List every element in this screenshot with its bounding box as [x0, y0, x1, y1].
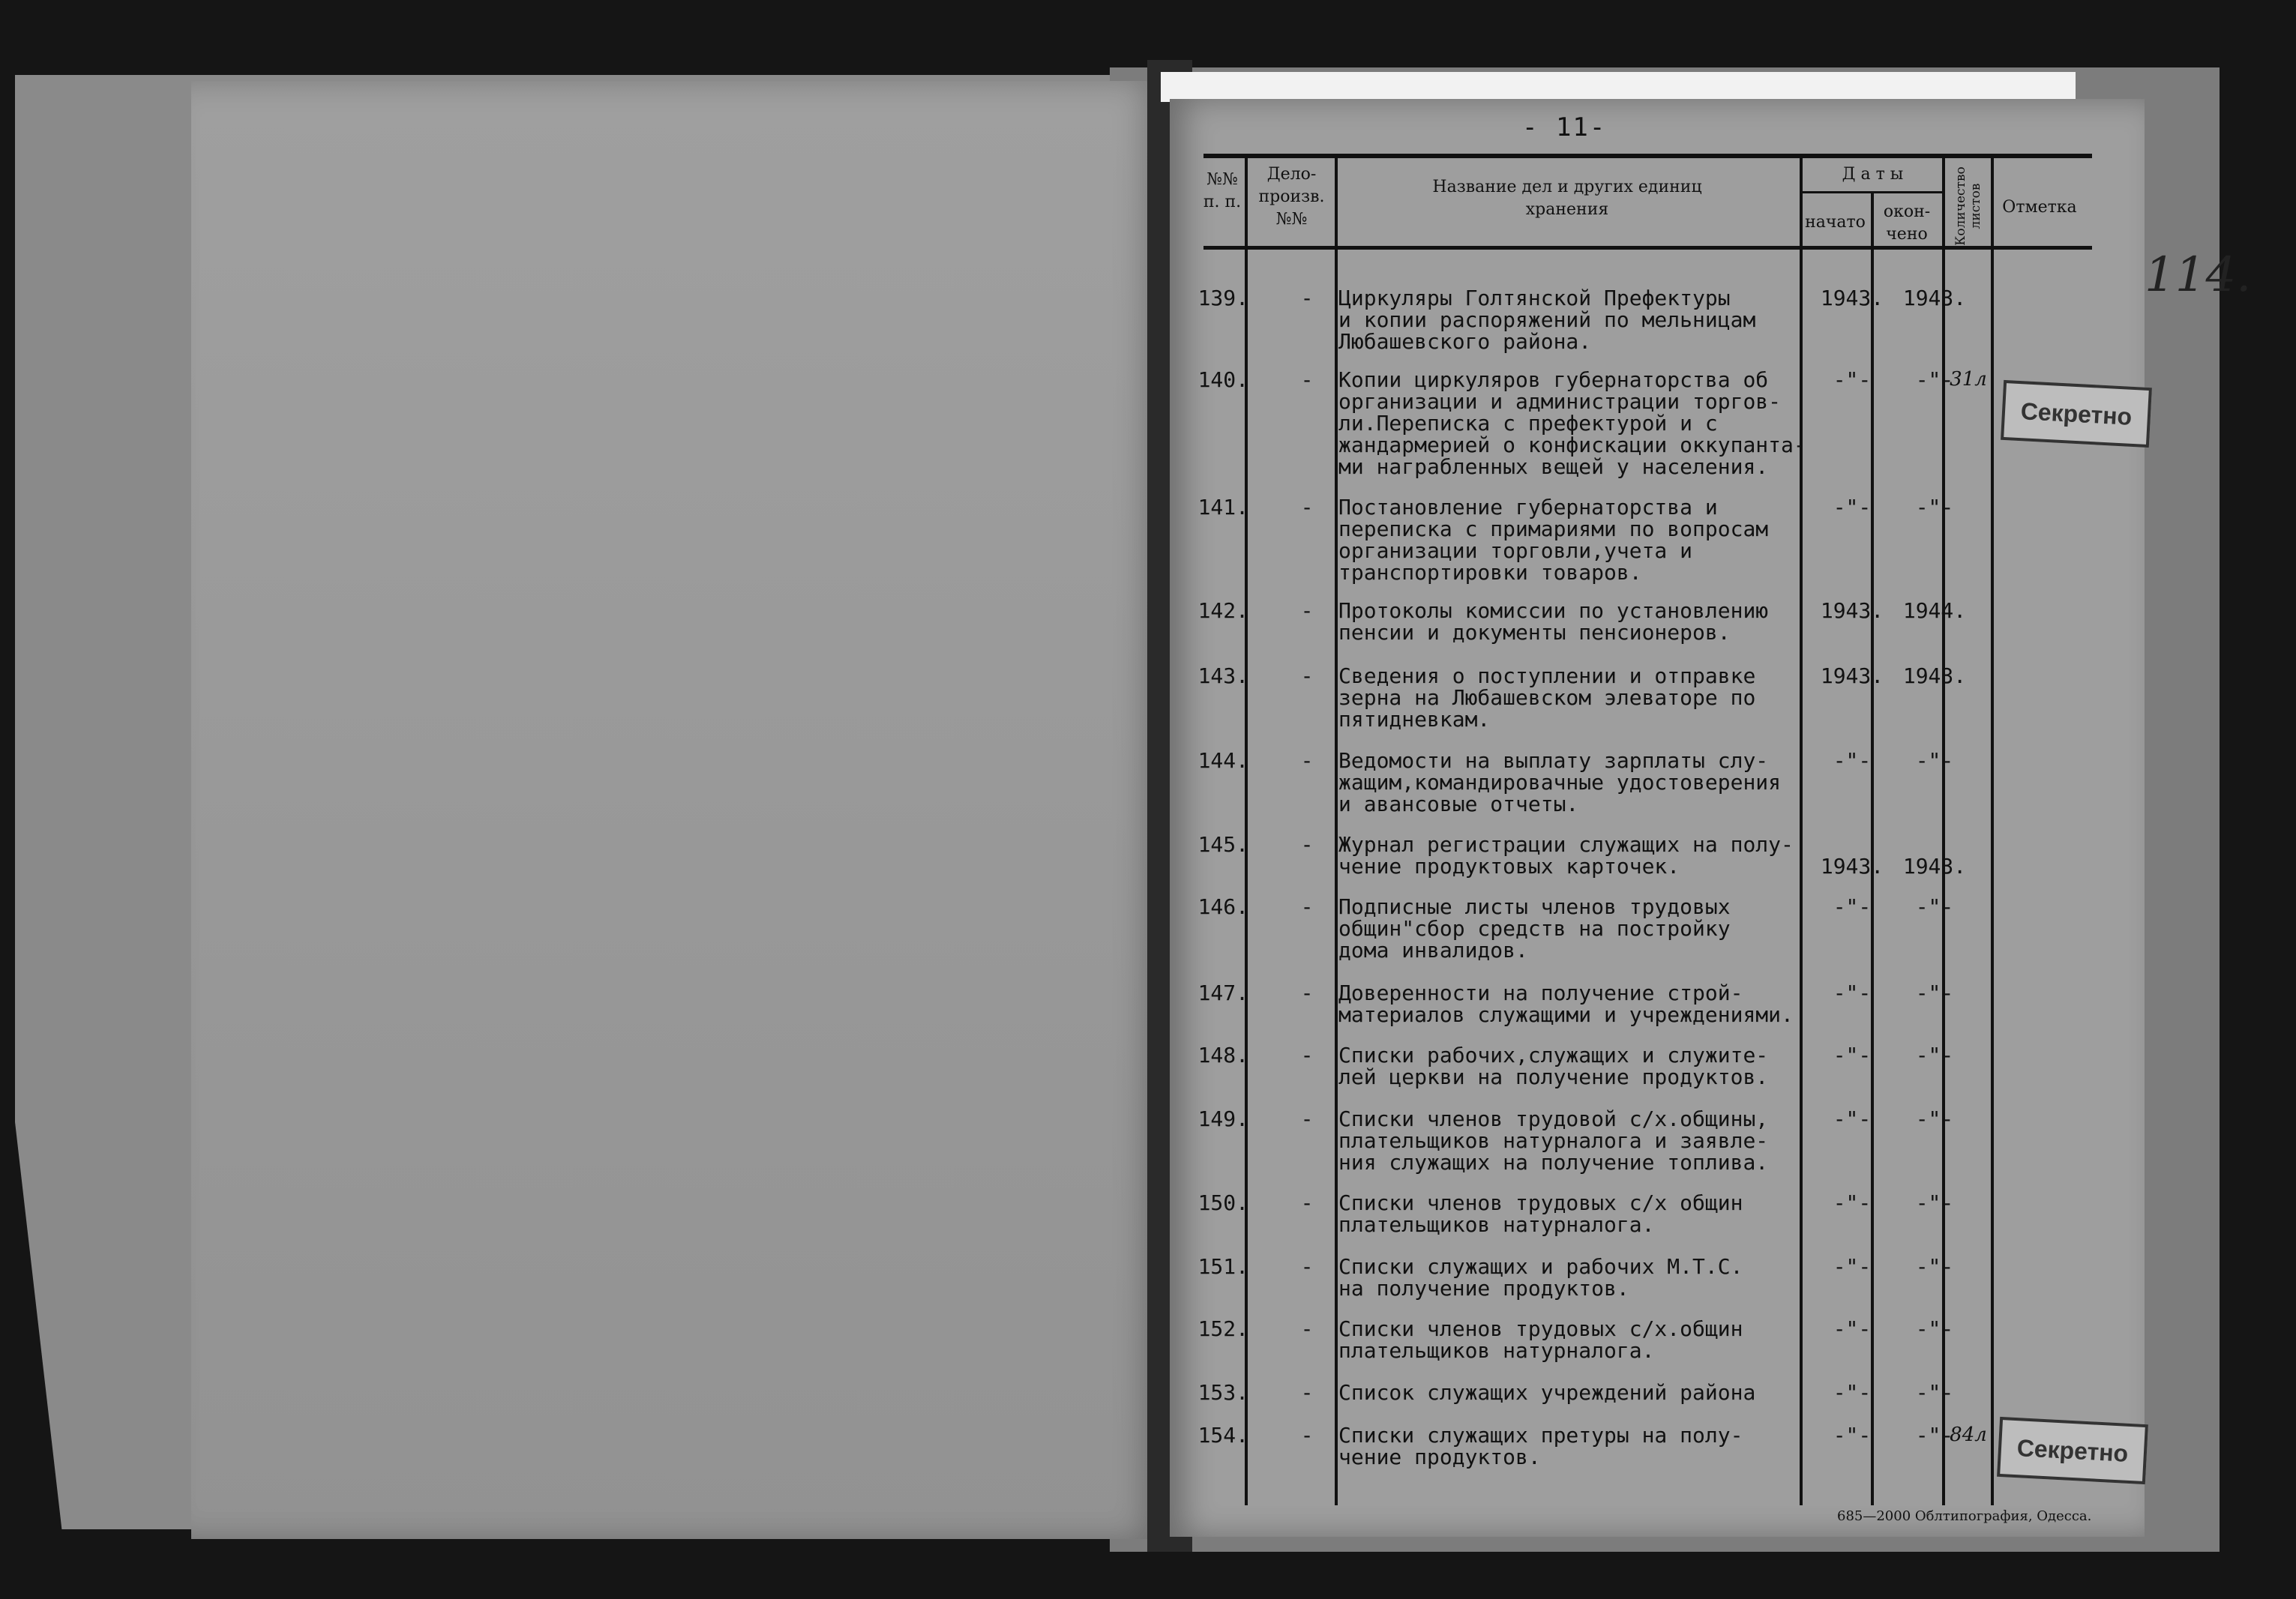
- secret-stamp: Секретно: [1997, 1417, 2148, 1484]
- row-title: Циркуляры Голтянской Префектуры и копии распоряжений по мельницам Любашевского района.: [1338, 286, 1756, 354]
- row-number: 151.: [1197, 1254, 1248, 1279]
- column-rule-sheets: [1991, 156, 1994, 1505]
- row-title: Сведения о поступлении и отправке зерна на Любашевском элеваторе по пятидневкам.: [1338, 663, 1756, 732]
- row-number: 140.: [1197, 367, 1248, 392]
- row-title: Журнал регистрации служащих на полу- чение продуктовых карточек.: [1338, 832, 1794, 879]
- row-title: Списки членов трудовых с/х общин плательщиков натурналога.: [1338, 1190, 1743, 1237]
- header-start: начато: [1805, 213, 1866, 232]
- row-date-start: -"-: [1833, 1043, 1872, 1067]
- row-number: 146.: [1197, 894, 1248, 919]
- row-title: Список служащих учреждений района: [1338, 1380, 1756, 1405]
- row-sheets: 31л: [1950, 368, 1987, 391]
- row-number: 147.: [1197, 981, 1248, 1005]
- row-title: Списки членов трудовых с/х.общин плательщиков натурналога.: [1338, 1316, 1743, 1363]
- row-case-number: -: [1300, 367, 1314, 392]
- header-mark: Отметка: [2002, 198, 2077, 217]
- header-dates: Д а т ы: [1842, 165, 1904, 184]
- header-num: №№ п. п.: [1203, 170, 1242, 211]
- row-date-start: -"-: [1833, 894, 1872, 919]
- row-case-number: -: [1300, 663, 1314, 688]
- margin-handwritten-note: 114.: [2145, 247, 2252, 303]
- row-date-start: -"-: [1833, 981, 1872, 1005]
- left-page-blank: [191, 81, 1166, 1539]
- row-number: 139.: [1197, 286, 1248, 310]
- row-date-end: -"-: [1915, 1380, 1954, 1405]
- row-number: 148.: [1197, 1043, 1248, 1067]
- row-date-end: 1943.: [1902, 663, 1967, 688]
- row-date-start: -"-: [1833, 748, 1872, 773]
- row-case-number: -: [1300, 1316, 1314, 1341]
- row-title: Доверенности на получение строй- материалов служащими и учреждениями.: [1338, 981, 1794, 1027]
- row-number: 143.: [1197, 663, 1248, 688]
- row-date-end: -"-: [1915, 748, 1954, 773]
- row-title: Постановление губернаторства и переписка с примариями по вопросам организации торговли,учета и транспортировки товаров.: [1338, 495, 1769, 585]
- row-number: 152.: [1197, 1316, 1248, 1341]
- row-date-end: -"-: [1915, 1254, 1954, 1279]
- row-case-number: -: [1300, 1423, 1314, 1448]
- row-date-start: 1943.: [1820, 286, 1884, 310]
- row-date-start: -"-: [1833, 1316, 1872, 1341]
- row-title: Списки рабочих,служащих и служите- лей церкви на получение продуктов.: [1338, 1043, 1769, 1089]
- row-case-number: -: [1300, 894, 1314, 919]
- row-date-start: -"-: [1833, 367, 1872, 392]
- row-title: Списки служащих и рабочих М.Т.С. на получение продуктов.: [1338, 1254, 1743, 1301]
- row-date-end: 1944.: [1902, 598, 1967, 623]
- row-number: 144.: [1197, 748, 1248, 773]
- row-date-end: 1943.: [1902, 854, 1967, 879]
- secret-stamp: Секретно: [2001, 380, 2152, 448]
- row-date-start: 1943.: [1820, 854, 1884, 879]
- row-date-end: 1943.: [1902, 286, 1967, 310]
- row-date-end: -"-: [1915, 495, 1954, 520]
- row-date-start: -"-: [1833, 1254, 1872, 1279]
- row-number: 154.: [1197, 1423, 1248, 1448]
- row-date-end: -"-: [1915, 1106, 1954, 1131]
- page-fold: [191, 81, 1166, 1539]
- row-case-number: -: [1300, 598, 1314, 623]
- row-date-end: -"-: [1915, 367, 1954, 392]
- row-date-end: -"-: [1915, 981, 1954, 1005]
- row-date-end: -"-: [1915, 1190, 1954, 1215]
- row-date-start: -"-: [1833, 1423, 1872, 1448]
- page-number: - 11-: [1522, 112, 1607, 142]
- row-number: 149.: [1197, 1106, 1248, 1131]
- row-date-start: -"-: [1833, 1106, 1872, 1131]
- row-title: Копии циркуляров губернаторства об организации и администрации торгов- ли.Переписка с префектурой и с жандармерией о конфискации оккупанта- ми награбленных вещей у населения.: [1338, 367, 1806, 479]
- header-title: Название дел и других единиц хранения: [1432, 178, 1702, 219]
- row-number: 150.: [1197, 1190, 1248, 1215]
- row-title: Списки служащих претуры на полу- чение продуктов.: [1338, 1423, 1743, 1469]
- row-title: Подписные листы членов трудовых общин"сбор средств на постройку дома инвалидов.: [1338, 894, 1731, 963]
- header-case: Дело- произв. №№: [1258, 165, 1325, 229]
- header-sheets: Количество листов: [1953, 166, 1983, 246]
- row-date-end: -"-: [1915, 894, 1954, 919]
- paper-strip: [1161, 72, 2076, 102]
- row-title: Протоколы комиссии по установлению пенсии и документы пенсионеров.: [1338, 598, 1769, 645]
- row-date-end: -"-: [1915, 1316, 1954, 1341]
- row-date-end: -"-: [1915, 1043, 1954, 1067]
- row-date-start: -"-: [1833, 1380, 1872, 1405]
- row-case-number: -: [1300, 495, 1314, 520]
- row-case-number: -: [1300, 1043, 1314, 1067]
- row-title: Ведомости на выплату зарплаты слу- жащим,командировачные удостоверения и авансовые отчеты.: [1338, 748, 1782, 816]
- column-rule-end: [1942, 156, 1945, 1505]
- row-sheets: 84л: [1950, 1424, 1987, 1446]
- row-case-number: -: [1300, 1380, 1314, 1405]
- row-title: Списки членов трудовой с/х.общины, плательщиков натурналога и заявле- ния служащих на получение топлива.: [1338, 1106, 1769, 1175]
- row-case-number: -: [1300, 1106, 1314, 1131]
- row-number: 145.: [1197, 832, 1248, 857]
- row-case-number: -: [1300, 1254, 1314, 1279]
- header-end: окон- чено: [1883, 202, 1931, 244]
- row-case-number: -: [1300, 1190, 1314, 1215]
- row-date-start: 1943.: [1820, 663, 1884, 688]
- row-date-start: -"-: [1833, 1190, 1872, 1215]
- column-rule-title: [1800, 156, 1803, 1505]
- row-number: 141.: [1197, 495, 1248, 520]
- row-case-number: -: [1300, 832, 1314, 857]
- row-case-number: -: [1300, 286, 1314, 310]
- row-number: 142.: [1197, 598, 1248, 623]
- row-case-number: -: [1300, 981, 1314, 1005]
- row-date-start: -"-: [1833, 495, 1872, 520]
- column-rule-num: [1245, 156, 1248, 1505]
- column-rule-case: [1335, 156, 1338, 1505]
- row-number: 153.: [1197, 1380, 1248, 1405]
- row-date-end: -"-: [1915, 1423, 1954, 1448]
- row-date-start: 1943.: [1820, 598, 1884, 623]
- printer-imprint: 685—2000 Облтипография, Одесса.: [1837, 1508, 2092, 1524]
- row-case-number: -: [1300, 748, 1314, 773]
